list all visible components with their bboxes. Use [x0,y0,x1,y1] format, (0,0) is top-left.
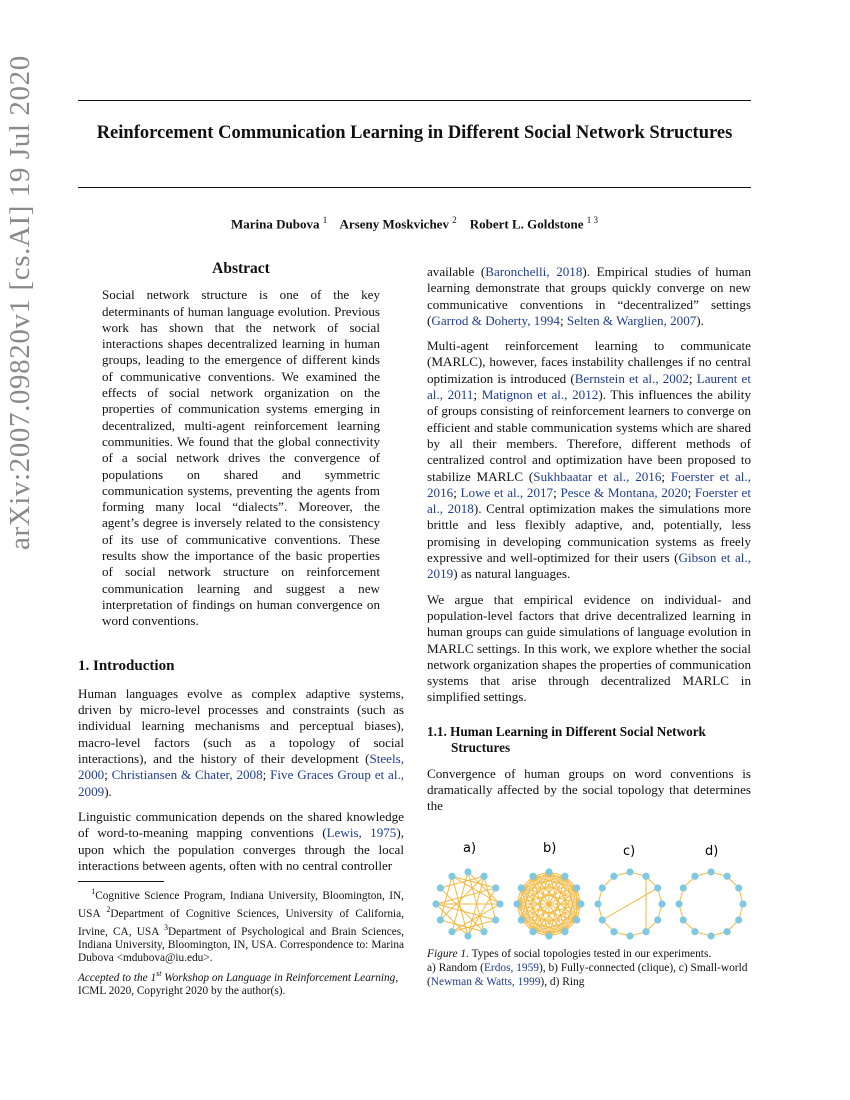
network-node [642,873,649,880]
text-run: ), b) Fully-connected (clique), c) Small-world ( [427,962,748,988]
network-node [529,928,536,935]
figure-panel-label: b) [543,841,557,856]
citation-link[interactable]: Baronchelli, 2018 [485,264,583,279]
text-run: Structures [451,739,511,755]
text-run: ; [553,484,561,500]
author-affiliation: 1 3 [586,215,598,225]
paper-title: Reinforcement Communication Learning in Different Social Network Structures [96,123,733,143]
text-run: ). This influences the ability of groups consisting of reinforcement learners to converge on efficient and stable communication systems which are shared by all their members. Therefore, different methods of centralized control and optimization have been proposed to stabilize MARLC ( [427,387,751,484]
citation-link[interactable]: Bernstein et al., 2002 [574,370,689,386]
network-edge [468,876,484,936]
arxiv-side-stamp: arXiv:2007.09820v1 [cs.AI] 19 Jul 2020 [4,55,36,550]
citation-link[interactable]: Christiansen & Chater, 2008 [111,767,263,783]
figure-panel-label: c) [623,844,636,859]
network-node [464,868,471,875]
network-node [513,900,520,907]
citation-link[interactable]: Foerster et al., 2016 [427,468,751,500]
network-node [599,916,606,923]
text-run: Department of Psychological and Brain Sciences, Indiana University, Bloomington, IN, USA. Correspondence to: Marina Dubova <mdubova@iu.edu>. [78,925,404,965]
network-node [610,928,617,935]
text-run: ; [688,370,697,386]
text-run: ). [696,312,704,328]
citation-link[interactable]: Garrod & Doherty, 1994 [431,312,560,328]
network-node [496,900,503,907]
network-node [448,873,455,880]
network-node [654,916,661,923]
network-node [573,884,580,891]
right-paragraph-1 [427,264,751,329]
right-paragraph-4: Convergence of human groups on word conventions is dramatically affected by the social topology that determines the [427,765,751,814]
network-node [480,873,487,880]
text-run: Multi-agent reinforcement learning to communicate (MARLC), however, faces instability challenges if no central optimization is introduced ( [427,338,751,386]
network-node [573,916,580,923]
network-graphs [432,868,746,939]
citation-link[interactable]: Sukhbaatar et al., 2016 [533,468,662,484]
citation-link[interactable]: Newman & Watts, 1999 [430,976,541,988]
text-run: Workshop on Language in Reinforcement Learning [161,971,396,984]
network-node [654,884,661,891]
network-node [545,868,552,875]
network-node [437,884,444,891]
network-node [723,873,730,880]
network-node [735,916,742,923]
abstract-text: Social network structure is one of the key determinants of human language evolution. Previous work has shown that the network of social interactions shapes decentralized learning in human groups, leading to the emergence of different kinds of communicative conventions. We examined the effects of social network organization on the properties of communication systems emerging in decentralized, multi-agent reinforcement learning communities. We found that the global connectivity of a social network drives the convergence of populations on shared and symmetric communication systems, preventing the agents from forming many local “dialects”. Moreover, the agent’s degree is inversely related to the consistency of its use of communicative conventions. These results show the importance of the basic properties of social network structure on reinforcement communication learning and suggest a new interpretation of findings on human convergence on word conventions. [102,287,380,629]
author-name: Arseny Moskvichev [339,216,449,232]
text-run: ), d) Ring [540,976,585,988]
text-run: ). [104,783,112,799]
network-node [723,928,730,935]
title-top-rule [78,100,751,101]
network-node [675,900,682,907]
caption-label: Figure 1. [427,948,469,960]
text-run: ). Empirical studies of human learning demonstrate that groups quickly converge on new communicative conventions in “decentralized” settings ( [427,264,751,328]
network-node [707,932,714,939]
citation-link[interactable]: Steels, 2000 [78,751,404,783]
author-affiliation: 1 [322,215,328,225]
author-name: Marina Dubova [231,216,320,232]
network-node [561,873,568,880]
text-run: a) Random ( [427,962,484,974]
network-node [642,928,649,935]
network-node [691,928,698,935]
citation-link[interactable]: Lewis, 1975 [326,825,397,841]
network-node [577,900,584,907]
network-node [448,928,455,935]
author-affiliation: 2 [452,215,457,225]
network-node [680,884,687,891]
citation-link[interactable]: Erdos, 1959 [483,962,539,974]
network-node [480,928,487,935]
network-node [561,928,568,935]
footnote-separator [78,881,164,882]
network-node [735,884,742,891]
network-edge [602,888,657,920]
text-run: ) as natural languages. [453,566,571,582]
citation-link[interactable]: Foerster et al., 2018 [427,484,751,517]
intro-paragraph-2 [78,809,404,874]
text-run: Linguistic communication depends on the shared knowledge of word-to-meaning mapping conventions ( [78,808,404,841]
text-run: Cognitive Science Program, Indiana University, Bloomington, IN, USA [78,889,404,920]
right-column [427,264,751,824]
citation-link[interactable]: Matignon et al., 2012 [481,387,599,403]
citation-link[interactable]: Gibson et al., 2019 [427,550,751,582]
network-node [545,932,552,939]
network-node [518,916,525,923]
text-run: ), upon which the population converges through the local interactions between agents, often with no central controller [78,825,404,873]
text-run: , ICML 2020, Copyright 2020 by the author(s). [78,971,399,998]
text-run: ; [473,387,482,403]
right-paragraph-2 [427,338,751,582]
citation-link[interactable]: Selten & Warglien, 2007 [566,312,697,328]
text-run: ; [453,484,461,500]
right-paragraph-3: We argue that empirical evidence on individual- and population-level factors that drive decentralized learning in human groups can guide simulations of language evolution in MARLC settings. In this work, we explore whether the social network organization shapes the properties of communication systems that arise through decentralized MARLC in simplified settings. [427,591,751,705]
text-run: Human languages evolve as complex adaptive systems, driven by micro-level processes and constraints (such as individual learning mechanisms and perceptual biases), macro-level factors (such as a topology of social interactions), and the history of their development ( [78,685,404,767]
section-heading-introduction: 1. Introduction [78,657,175,674]
network-node [529,873,536,880]
text-run: Accepted to the 1 [78,971,157,984]
text-run: 1.1. Human Learning in Different Social Network [427,723,706,739]
text-run: Department of Cognitive Sciences, University of California, Irvine, CA, USA [78,907,404,938]
network-node [739,900,746,907]
text-run: ; [661,468,671,484]
abstract-heading: Abstract [212,260,270,277]
text-run: ; [262,767,271,783]
citation-link[interactable]: Pesce & Montana, 2020 [560,484,688,500]
affiliation-footnote: $^1$Cognitive Science Program, Indiana University, Bloomington, IN, USA $^2$Department of Cognitive Sciences, University of California, Irvine, CA, USA $^3$Department of Psychological and Brain Sciences, Indiana University, Bloomington, IN, USA. Correspondence to: Marina Dubova <mdubova@iu.edu>. [78,887,404,965]
citation-link[interactable]: Five Graces Group et al., 2009 [78,767,404,799]
figure-panel-label: a) [463,841,477,856]
author-list [78,215,751,232]
network-node [626,868,633,875]
network-node [432,900,439,907]
author-name: Robert L. Goldstone [469,216,584,232]
text-run: available ( [427,264,486,279]
network-node [599,884,606,891]
network-node [437,916,444,923]
network-node [464,932,471,939]
text-run: ). Central optimization makes the simulations more brittle and less flexibly adaptive, and, potentially, less promising in developing communication systems as freely expressive and well-optimized for their users ( [427,501,751,566]
venue-note [78,967,404,998]
title-bottom-rule [78,187,751,188]
network-node [707,868,714,875]
figure-caption [427,947,751,989]
text-run: ; [687,484,695,500]
network-node [594,900,601,907]
citation-link[interactable]: Lowe et al., 2017 [460,484,554,500]
network-node [680,916,687,923]
figure-social-topologies [427,838,751,948]
citation-link[interactable]: Laurent et al., 2011 [427,370,752,403]
text-run: ; [104,767,112,783]
network-node [691,873,698,880]
subsection-heading [427,724,751,756]
network-node [518,884,525,891]
network-node [658,900,665,907]
network-node [626,932,633,939]
text-run: Types of social topologies tested in our experiments. [468,948,712,960]
network-node [492,916,499,923]
text-run: st [156,969,162,978]
text-run: ; [559,312,567,328]
network-node [610,873,617,880]
figure-panel-label: d) [705,844,719,859]
network-node [492,884,499,891]
left-column [78,261,404,883]
intro-paragraph-1 [78,686,404,800]
